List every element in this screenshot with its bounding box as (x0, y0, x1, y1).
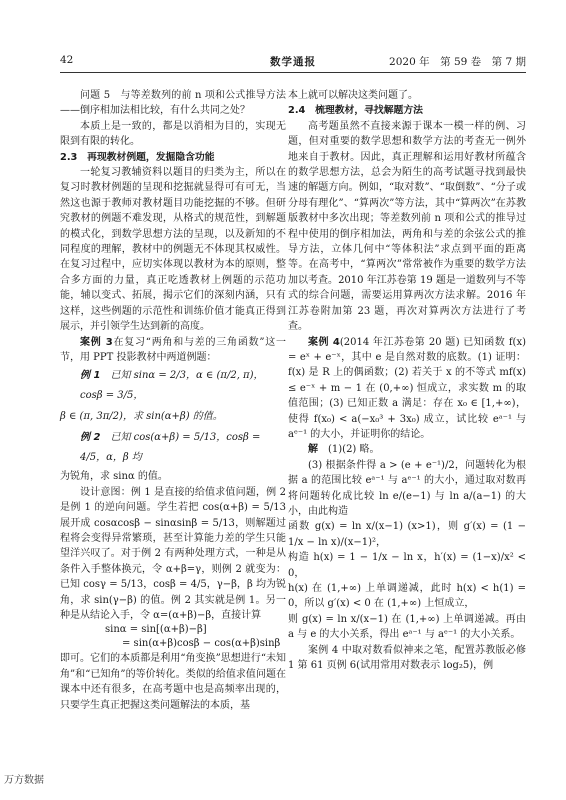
section-heading-2-3: 2.3 再现教材例题，发掘隐含功能 (60, 151, 215, 163)
function-g: 函数 g(x) = ln x/(x−1) (x>1)，则 g′(x) = (1 − 1/x − ln x)/(x−1)²， (288, 521, 526, 548)
solution-part-3: (3) 根据条件得 a > (e + e⁻¹)/2，问题转化为根据 a 的范围比较 eᵃ⁻¹ 与 aᵉ⁻¹ 的大小，通过取对数再将问题转化成比较 ln e/(e−1) 与 ln a/(a−1) 的大小，由此构造 (288, 459, 526, 517)
case-4-body: (2014 年江苏卷第 20 题) 已知函数 f(x) = eˣ + e⁻ˣ，其中 e 是自然对数的底数。(1) 证明：f(x) 是 R 上的偶函数；(2) 若关于 x 的不等式 mf(x) ≤ e⁻ˣ + m − 1 在 (0,+∞) 恒成立，求实数 m 的取值范围；(3) 已知正数 a 满足：存在 x₀ ∈ [1,+∞)，使得 f(x₀) < a(−x₀³ + 3x₀) 成立，试比较 eᵃ⁻¹ 与 aᵉ⁻¹ 的大小，并证明你的结论。 (288, 336, 526, 440)
example-1-line-a: 已知 sinα = 2/3，α ∈ (π/2, π)，cosβ = 3/5， (80, 370, 264, 402)
equation-1: sinα = sin[(α+β)−β] (105, 624, 207, 636)
left-column (60, 88, 286, 713)
page-number: 42 (60, 54, 74, 66)
issue-info: 2020 年 第 59 卷 第 7 期 (389, 56, 526, 68)
question-5: 问题 5 与等差数列的前 n 项和公式推导方法——倒序相加法相比较，有什么共同之处？ (60, 90, 286, 117)
case-4-title: 案例 4 (308, 336, 340, 348)
function-h: 构造 h(x) = 1 − 1/x − ln x，h′(x) = (1−x)/x² < 0， (288, 552, 526, 579)
journal-title: 数学通报 (270, 56, 316, 68)
case-3-body: 在复习“两角和与差的三角函数”这一节，用 PPT 投影教材中两道例题： (60, 336, 286, 363)
paragraph: 即可。它们的本质都是利用“角变换”思想进行“未知角”和“已知角”的等价转化。类似的给值求值问题在课本中还有很多，在高考题中也是高频率出现的，只要学生真正把握这类问题解法的本质，基 (60, 653, 286, 711)
example-1-line-b: β ∈ (π, 3π/2)，求 sin(α+β) 的值。 (60, 411, 223, 423)
paragraph: 本质上是一致的，都是以消相为目的，实现无限到有限的转化。 (60, 120, 286, 148)
case-4 (288, 335, 526, 443)
solution-title: 解 (308, 444, 318, 456)
paragraph: 一轮复习教辅资料以题目的归类为主，所以在复习时教材例题的呈现和挖掘就显得可有可无，当然这也源于教师对教材题目功能挖掘的不够。但研究教材的例题不难发现，从格式的规范性，到解题的模式化，到数学思想方法的呈现，以及新知的不同程度的理解，教材中的例题无不体现其权威性。在复习过程中，应切实体现以教材为本的原则，整合多方面的力量，真正吃透教材上例题的示范功能，辅以变式、拓展，揭示它们的深刻内涵，只有这样，这些例题的示范性和训练价值才能真正得到展示，并引领学生达到新的高度。 (60, 167, 286, 333)
section-heading-2-4: 2.4 梳理教材，寻找解题方法 (288, 105, 423, 117)
case-3-title: 案例 3 (80, 336, 113, 348)
solution-body: (1)(2) 略。 (328, 444, 380, 456)
design-intent: 设计意图：例 1 是直接的给值求值问题，例 2 是例 1 的逆向问题。学生若把 cos(α+β) = 5/13 展开成 cosαcosβ − sinαsinβ = 5/13，则解题过程将会变得异常繁琐，甚至计算能力差的学生只能望洋兴叹了。对于例 2 有两种处理方式，一种是从条件入手整体换元，令 α+β=γ，则例 2 就变为：已知 cosγ = 5/13，cosβ = 4/5，γ−β，β 均为锐角，求 sin(γ−β) 的值。例 2 其实就是例 1。另一种是从结论入手，令 α=(α+β)−β，直接计算 (60, 486, 286, 621)
example-2 (60, 428, 286, 468)
right-column (288, 88, 526, 673)
paragraph: 案例 4 中取对数看似神来之笔，配置苏教版必修 1 第 61 页例 6(试用常用对数表示 log₂5)，例 (288, 644, 526, 672)
example-2-line-b: 为锐角，求 sinα 的值。 (60, 471, 168, 483)
paragraph: 高考题虽然不直接来源于课本一模一样的例、习题，但对重要的数学思想和数学方法的考查无一例外地来自于教材。因此，真正理解和运用好教材所蕴含的数学思想方法，总会为陌生的高考试题寻找到最快速的解题方向。例如，“取对数”、“取倒数”、“分子或分母有理化”、“算两次”等方法，其中“算两次”在苏教版教材中多次出现；等差数列前 n 项和公式的推导过程中使用的倒序相加法，两角和与差的余弦公式的推导方法，立体几何中“等体积法”求点到平面的距离等。在高考中，“算两次”常常被作为重要的数学方法加以考查。2010 年江苏卷第 19 题是一道数列与不等式的综合问题，需要运用算两次方法求解。2016 年江苏卷附加第 23 题，再次对算两次方法进行了考查。 (288, 120, 526, 333)
watermark: 万方数据 (4, 775, 44, 786)
case-3 (60, 335, 286, 366)
example-2-line-a: 已知 cos(α+β) = 5/13，cosβ = 4/5，α，β 均 (80, 432, 261, 464)
equation-2: = sin(α+β)cosβ − cos(α+β)sinβ (122, 638, 281, 650)
solution (288, 442, 526, 457)
paragraph: h(x) 在 (1,+∞) 上单调递减，此时 h(x) < h(1) = 0，所以 g′(x) < 0 在 (1,+∞) 上恒成立， (288, 583, 526, 610)
example-1-title: 例 1 (80, 370, 101, 382)
page-header (60, 52, 526, 73)
example-1 (60, 366, 286, 406)
example-2-title: 例 2 (80, 432, 101, 444)
paragraph: 则 g(x) = ln x/(x−1) 在 (1,+∞) 上单调递减。再由 a 与 e 的大小关系，得出 eᵃ⁻¹ 与 aᵉ⁻¹ 的大小关系。 (288, 613, 526, 641)
paragraph: 本上就可以解决这类问题了。 (288, 90, 418, 101)
